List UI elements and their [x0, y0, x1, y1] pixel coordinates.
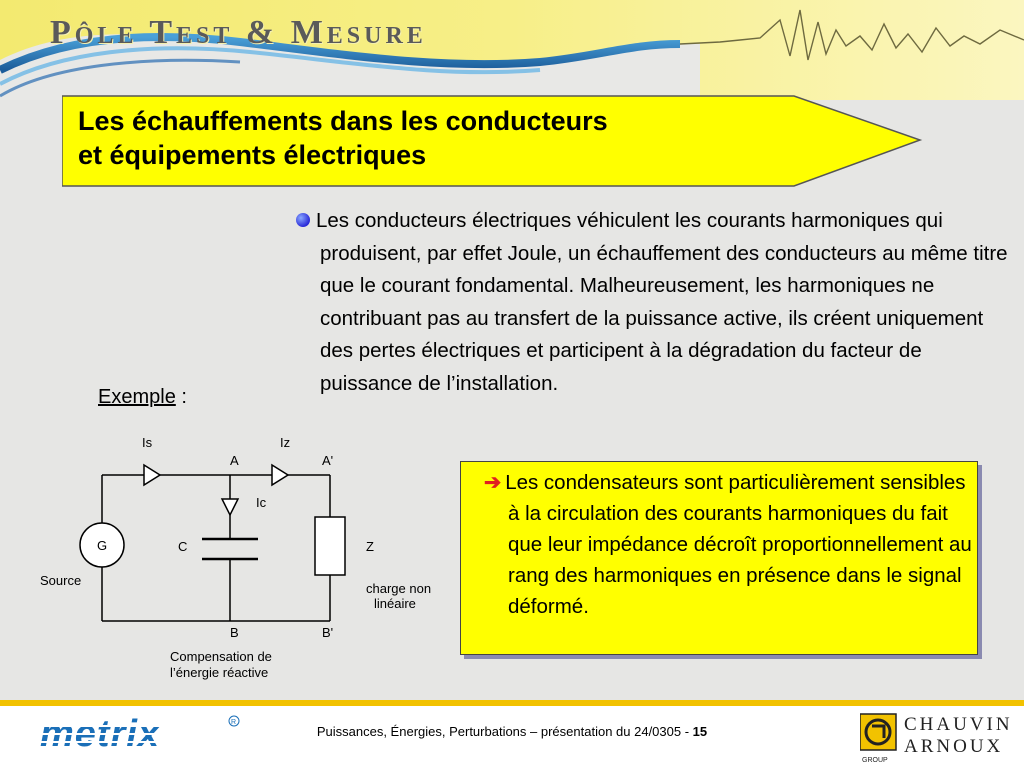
svg-text:CHAUVIN: CHAUVIN [904, 714, 1013, 735]
label-node-b-prime: B' [322, 625, 334, 640]
label-is: Is [142, 435, 153, 450]
label-node-a-prime: A' [322, 453, 334, 468]
label-node-b: B [230, 625, 239, 640]
label-generator: G [97, 538, 108, 553]
label-ic: Ic [256, 495, 267, 510]
bullet-dot-icon [296, 213, 310, 227]
label-compensation-line2: l’énergie réactive [170, 665, 269, 680]
current-arrow-is [144, 465, 160, 485]
svg-text:metrix: metrix [40, 714, 161, 754]
page-number: 15 [692, 724, 708, 739]
header-banner [0, 0, 1024, 100]
label-load-line1: charge non [366, 581, 432, 596]
label-node-a: A [230, 453, 239, 468]
label-impedance: Z [366, 539, 374, 554]
slide-title [78, 104, 778, 172]
label-source: Source [40, 573, 82, 588]
example-label [98, 386, 187, 409]
chauvin-arnoux-logo [860, 708, 1020, 764]
circuit-diagram [30, 425, 460, 690]
slide-title-line2: et équipements électriques [78, 140, 427, 170]
right-arrow-icon: ➔ [484, 471, 502, 494]
current-arrow-iz [272, 465, 288, 485]
label-load-line2: linéaire [374, 596, 416, 611]
bullet-text: Les conducteurs électriques véhiculent les courants harmoniques qui produisent, par effet Joule, un échauffement des conducteurs au même titre que le courant fondamental. Malheureusement, les harmoniques ne contribuant pas au transfert de la puissance active, ils créent uniquement des pertes électriques et participent à la dégradation du facteur de puissance de l’installation. [316, 209, 1008, 395]
example-label-suffix: : [175, 386, 187, 408]
svg-text:ARNOUX: ARNOUX [904, 736, 1004, 757]
note-text: Les condensateurs sont particulièrement sensibles à la circulation des courants harmoniques du fait que leur impédance décroît proportionnellement au rang des harmoniques en présence dans le signal déformé. [505, 471, 972, 618]
svg-text:R: R [231, 719, 237, 726]
example-label-text: Exemple [98, 386, 176, 408]
bullet-paragraph [296, 205, 1016, 400]
footer-caption-text: Puissances, Énergies, Perturbations – présentation du 24/0305 - [316, 724, 693, 739]
slide-title-line1: Les échauffements dans les conducteurs [78, 106, 608, 136]
label-capacitor: C [178, 539, 188, 554]
note-paragraph [470, 467, 974, 622]
current-arrow-ic [222, 499, 238, 515]
label-iz: Iz [280, 435, 291, 450]
svg-text:GROUP: GROUP [862, 757, 888, 764]
label-compensation-line1: Compensation de [170, 649, 272, 664]
brand-title: Pôle Test & Mesure [50, 14, 427, 51]
load-impedance-box [315, 517, 345, 575]
